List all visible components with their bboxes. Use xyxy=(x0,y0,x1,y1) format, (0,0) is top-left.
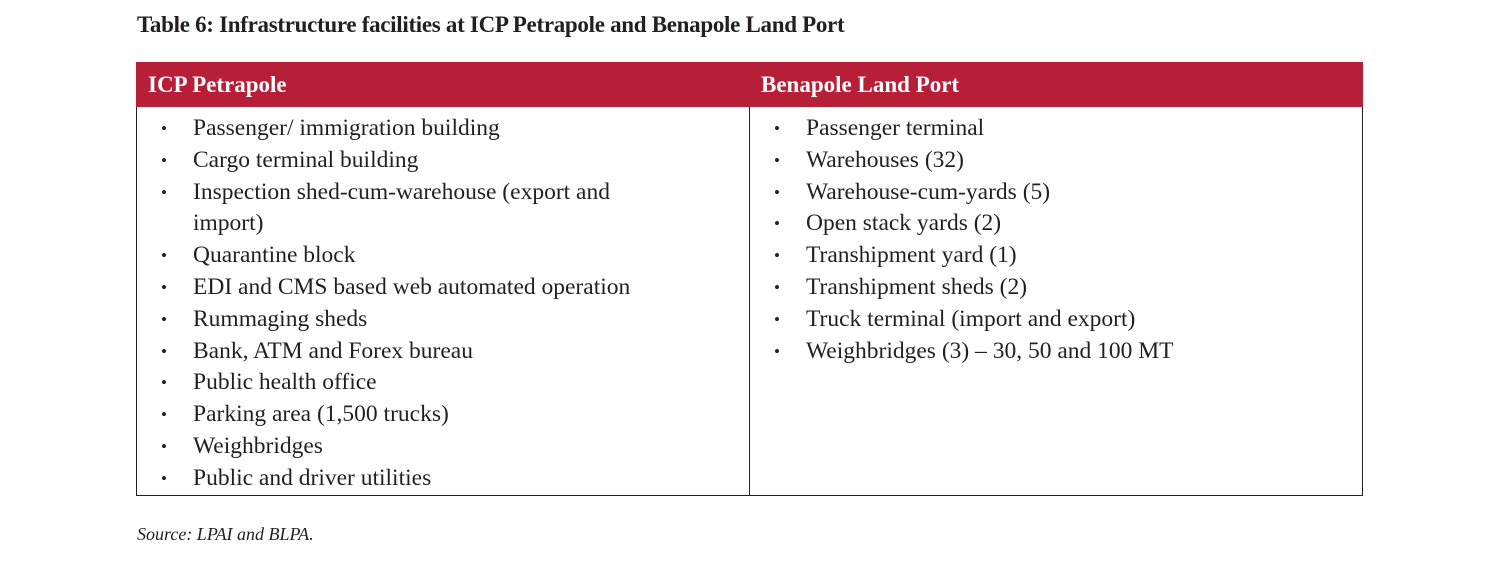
table-title: Table 6: Infrastructure facilities at ICP Petrapole and Benapole Land Port xyxy=(137,12,845,37)
source-note: Source: LPAI and BLPA. xyxy=(137,524,314,544)
petrapole-list xyxy=(137,107,749,495)
list-item: • Transhipment yard (1) xyxy=(750,240,1362,272)
list-item: • Transhipment sheds (2) xyxy=(750,272,1362,304)
list-item: • Rummaging sheds xyxy=(137,304,749,336)
list-item: • Inspection shed-cum-warehouse (export and import) xyxy=(137,177,749,241)
table-row xyxy=(137,107,1363,496)
list-item: • Parking area (1,500 trucks) xyxy=(137,399,749,431)
list-item: • EDI and CMS based web automated operation xyxy=(137,272,749,304)
list-item: • Weighbridges (3) – 30, 50 and 100 MT xyxy=(750,336,1362,368)
list-item: • Quarantine block xyxy=(137,240,749,272)
list-item: • Bank, ATM and Forex bureau xyxy=(137,336,749,368)
infrastructure-table xyxy=(136,62,1363,496)
list-item: • Warehouses (32) xyxy=(750,145,1362,177)
list-item: • Public and driver utilities xyxy=(137,463,749,495)
list-item: • Open stack yards (2) xyxy=(750,208,1362,240)
list-item: • Weighbridges xyxy=(137,431,749,463)
petrapole-cell xyxy=(137,107,750,496)
list-item: • Truck terminal (import and export) xyxy=(750,304,1362,336)
list-item: • Passenger terminal xyxy=(750,113,1362,145)
list-item: • Public health office xyxy=(137,367,749,399)
benapole-cell xyxy=(750,107,1363,496)
column-header-petrapole: ICP Petrapole xyxy=(137,63,750,107)
table-header-row xyxy=(137,63,1363,107)
list-item: • Cargo terminal building xyxy=(137,145,749,177)
benapole-list xyxy=(750,107,1362,367)
column-header-benapole: Benapole Land Port xyxy=(750,63,1363,107)
list-item: • Warehouse-cum-yards (5) xyxy=(750,177,1362,209)
list-item: • Passenger/ immigration building xyxy=(137,113,749,145)
